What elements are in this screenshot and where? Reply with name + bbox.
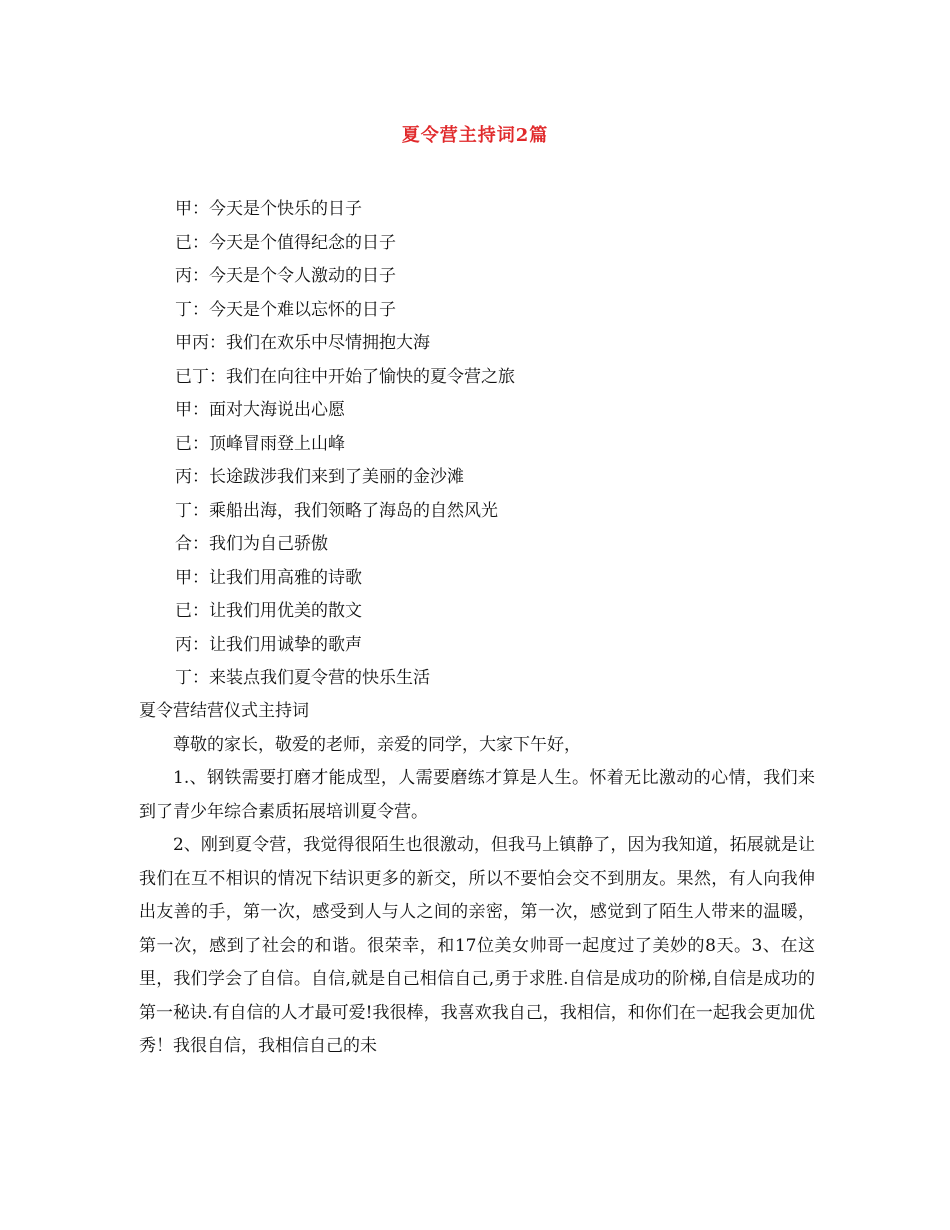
dialog-lines: [175, 193, 815, 696]
dialog-line: 甲：面对大海说出心愿: [175, 400, 345, 420]
dialog-line: 已丁：我们在向往中开始了愉快的夏令营之旅: [175, 366, 515, 387]
dialog-line: 已：顶峰冒雨登上山峰: [175, 433, 345, 454]
body-paragraph: 1.、钢铁需要打磨才能成型，人需要磨练才算是人生。怀着无比激动的心情，我们来到了青少年综合素质拓展培训夏令营。: [139, 768, 815, 822]
dialog-line: 丙：今天是个令人激动的日子: [175, 266, 396, 286]
section-heading: 夏令营结营仪式主持词: [139, 701, 309, 721]
document-body: [139, 695, 815, 1064]
dialog-line: 甲：今天是个快乐的日子: [175, 199, 362, 219]
dialog-line: 甲丙：我们在欢乐中尽情拥抱大海: [175, 333, 430, 353]
dialog-line: 丙：让我们用诚挚的歌声: [175, 634, 362, 655]
dialog-line: 丁：乘船出海，我们领略了海岛的自然风光: [175, 500, 498, 521]
dialog-line: 已：让我们用优美的散文: [175, 601, 362, 621]
dialog-line: 甲：让我们用高雅的诗歌: [175, 567, 362, 588]
dialog-line: 已：今天是个值得纪念的日子: [175, 232, 396, 253]
dialog-line: 丙：长途跋涉我们来到了美丽的金沙滩: [175, 467, 464, 487]
document-title: 夏令营主持词2篇: [401, 125, 549, 146]
greeting-paragraph: 尊敬的家长，敬爱的老师，亲爱的同学，大家下午好，: [173, 734, 581, 755]
dialog-line: 合：我们为自己骄傲: [175, 534, 328, 554]
dialog-line: 丁：今天是个难以忘怀的日子: [175, 299, 396, 320]
dialog-line: 丁：来装点我们夏令营的快乐生活: [175, 668, 430, 688]
body-paragraph: 2、刚到夏令营，我觉得很陌生也很激动，但我马上镇静了，因为我知道，拓展就是让我们在互不相识的情况下结识更多的新交，所以不要怕会交不到朋友。果然，有人向我伸出友善的手，第一次，感受到人与人之间的亲密，第一次，感觉到了陌生人带来的温暖，第一次，感到了社会的和谐。很荣幸，和17位美女帅哥一起度过了美妙的8天。3、在这里，我们学会了自信。自信,就是自己相信自己,勇于求胜.自信是成功的阶梯,自信是成功的第一秘诀.有自信的人才最可爱!我很棒，我喜欢我自己，我相信，和你们在一起我会更加优秀！我很自信，我相信自己的未: [139, 835, 815, 1056]
